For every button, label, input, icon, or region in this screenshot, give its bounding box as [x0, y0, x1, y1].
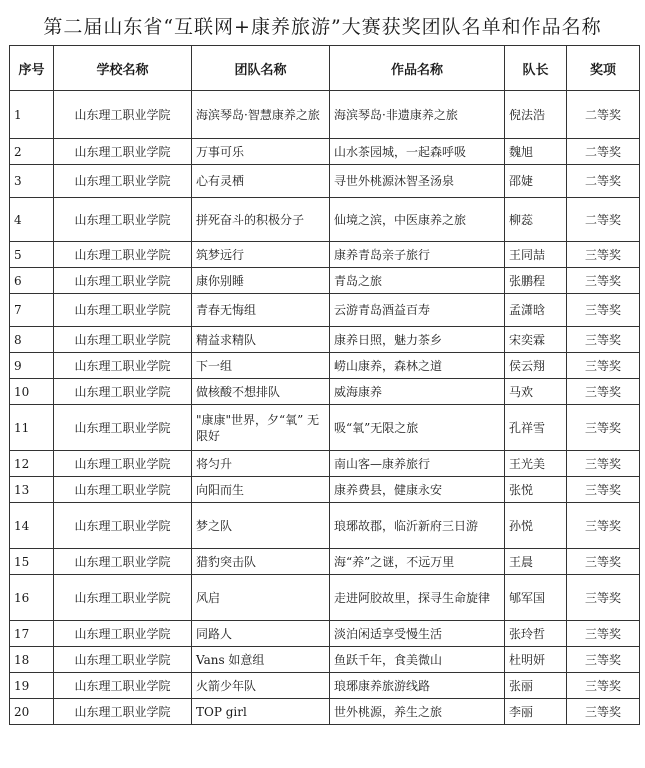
work-name: 吸“氧”无限之旅 — [330, 405, 505, 451]
team-name: 心有灵栖 — [192, 165, 330, 198]
school-name: 山东理工职业学院 — [54, 621, 192, 647]
work-name: 鱼跃千年，食美微山 — [330, 647, 505, 673]
award: 二等奖 — [567, 139, 640, 165]
table-row — [10, 477, 640, 503]
leader-name: 王光美 — [505, 451, 567, 477]
team-name: 猎豹突击队 — [192, 549, 330, 575]
team-name: "康康"世界，夕“氧” 无限好 — [192, 405, 330, 451]
award: 二等奖 — [567, 198, 640, 242]
school-name: 山东理工职业学院 — [54, 242, 192, 268]
table-row — [10, 621, 640, 647]
award: 三等奖 — [567, 268, 640, 294]
work-name: 康养费县，健康永安 — [330, 477, 505, 503]
header-leader: 队长 — [505, 46, 567, 91]
work-name: 山水茶园城，一起森呼吸 — [330, 139, 505, 165]
work-name: 康养日照，魅力茶乡 — [330, 327, 505, 353]
row-number: 15 — [10, 549, 54, 575]
table-row — [10, 379, 640, 405]
award: 三等奖 — [567, 699, 640, 725]
leader-name: 柳蕊 — [505, 198, 567, 242]
leader-name: 张鹏程 — [505, 268, 567, 294]
row-number: 4 — [10, 198, 54, 242]
team-name: TOP girl — [192, 699, 330, 725]
team-name: 青春无悔组 — [192, 294, 330, 327]
award: 三等奖 — [567, 379, 640, 405]
team-name: Vans 如意组 — [192, 647, 330, 673]
row-number: 12 — [10, 451, 54, 477]
school-name: 山东理工职业学院 — [54, 451, 192, 477]
table-row — [10, 647, 640, 673]
school-name: 山东理工职业学院 — [54, 268, 192, 294]
leader-name: 侯云翔 — [505, 353, 567, 379]
row-number: 18 — [10, 647, 54, 673]
row-number: 11 — [10, 405, 54, 451]
table-row — [10, 268, 640, 294]
awards-table — [9, 45, 640, 725]
work-name: 仙境之滨，中医康养之旅 — [330, 198, 505, 242]
work-name: 寻世外桃源沐智圣汤泉 — [330, 165, 505, 198]
header-row — [10, 46, 640, 91]
row-number: 13 — [10, 477, 54, 503]
leader-name: 张悦 — [505, 477, 567, 503]
school-name: 山东理工职业学院 — [54, 353, 192, 379]
table-row — [10, 503, 640, 549]
header-school: 学校名称 — [54, 46, 192, 91]
leader-name: 张玲哲 — [505, 621, 567, 647]
team-name: 万事可乐 — [192, 139, 330, 165]
school-name: 山东理工职业学院 — [54, 294, 192, 327]
table-row — [10, 294, 640, 327]
row-number: 3 — [10, 165, 54, 198]
team-name: 做核酸不想排队 — [192, 379, 330, 405]
team-name: 下一组 — [192, 353, 330, 379]
leader-name: 邵婕 — [505, 165, 567, 198]
table-row — [10, 575, 640, 621]
school-name: 山东理工职业学院 — [54, 549, 192, 575]
team-name: 拼死奋斗的积极分子 — [192, 198, 330, 242]
school-name: 山东理工职业学院 — [54, 647, 192, 673]
work-name: 威海康养 — [330, 379, 505, 405]
team-name: 梦之队 — [192, 503, 330, 549]
school-name: 山东理工职业学院 — [54, 575, 192, 621]
work-name: 琅琊故郡，临沂新府三日游 — [330, 503, 505, 549]
row-number: 17 — [10, 621, 54, 647]
leader-name: 孙悦 — [505, 503, 567, 549]
row-number: 1 — [10, 91, 54, 139]
table-row — [10, 699, 640, 725]
award: 三等奖 — [567, 451, 640, 477]
team-name: 精益求精队 — [192, 327, 330, 353]
school-name: 山东理工职业学院 — [54, 327, 192, 353]
leader-name: 张丽 — [505, 673, 567, 699]
leader-name: 王同喆 — [505, 242, 567, 268]
row-number: 20 — [10, 699, 54, 725]
award: 二等奖 — [567, 165, 640, 198]
work-name: 海“养”之谜，不远万里 — [330, 549, 505, 575]
leader-name: 孟潇晗 — [505, 294, 567, 327]
row-number: 9 — [10, 353, 54, 379]
row-number: 2 — [10, 139, 54, 165]
table-row — [10, 353, 640, 379]
award: 三等奖 — [567, 621, 640, 647]
header-award: 奖项 — [567, 46, 640, 91]
team-name: 火箭少年队 — [192, 673, 330, 699]
header-work: 作品名称 — [330, 46, 505, 91]
award: 二等奖 — [567, 91, 640, 139]
table-row — [10, 673, 640, 699]
work-name: 淡泊闲适享受慢生活 — [330, 621, 505, 647]
leader-name: 王晨 — [505, 549, 567, 575]
table-row — [10, 242, 640, 268]
school-name: 山东理工职业学院 — [54, 91, 192, 139]
team-name: 同路人 — [192, 621, 330, 647]
school-name: 山东理工职业学院 — [54, 198, 192, 242]
table-row — [10, 165, 640, 198]
school-name: 山东理工职业学院 — [54, 699, 192, 725]
row-number: 10 — [10, 379, 54, 405]
leader-name: 宋奕霖 — [505, 327, 567, 353]
row-number: 5 — [10, 242, 54, 268]
work-name: 云游青岛酒益百寿 — [330, 294, 505, 327]
row-number: 8 — [10, 327, 54, 353]
award: 三等奖 — [567, 549, 640, 575]
row-number: 14 — [10, 503, 54, 549]
header-number: 序号 — [10, 46, 54, 91]
award: 三等奖 — [567, 673, 640, 699]
table-row — [10, 327, 640, 353]
team-name: 向阳而生 — [192, 477, 330, 503]
award: 三等奖 — [567, 575, 640, 621]
table-row — [10, 451, 640, 477]
team-name: 筑梦远行 — [192, 242, 330, 268]
page-title: 第二届山东省“互联网+康养旅游”大赛获奖团队名单和作品名称 — [43, 16, 602, 38]
leader-name: 杜明妍 — [505, 647, 567, 673]
school-name: 山东理工职业学院 — [54, 405, 192, 451]
award: 三等奖 — [567, 647, 640, 673]
table-row — [10, 198, 640, 242]
work-name: 海滨琴岛·非遗康养之旅 — [330, 91, 505, 139]
leader-name: 孔祥雪 — [505, 405, 567, 451]
row-number: 6 — [10, 268, 54, 294]
row-number: 7 — [10, 294, 54, 327]
table-row — [10, 405, 640, 451]
school-name: 山东理工职业学院 — [54, 503, 192, 549]
school-name: 山东理工职业学院 — [54, 673, 192, 699]
work-name: 康养青岛亲子旅行 — [330, 242, 505, 268]
leader-name: 马欢 — [505, 379, 567, 405]
header-team: 团队名称 — [192, 46, 330, 91]
work-name: 世外桃源，养生之旅 — [330, 699, 505, 725]
work-name: 走进阿胶故里，探寻生命旋律 — [330, 575, 505, 621]
award: 三等奖 — [567, 294, 640, 327]
table-row — [10, 549, 640, 575]
leader-name: 郇军国 — [505, 575, 567, 621]
school-name: 山东理工职业学院 — [54, 379, 192, 405]
school-name: 山东理工职业学院 — [54, 165, 192, 198]
work-name: 青岛之旅 — [330, 268, 505, 294]
award: 三等奖 — [567, 503, 640, 549]
leader-name: 倪法浩 — [505, 91, 567, 139]
award: 三等奖 — [567, 242, 640, 268]
work-name: 崂山康养，森林之道 — [330, 353, 505, 379]
school-name: 山东理工职业学院 — [54, 139, 192, 165]
team-name: 海滨琴岛·智慧康养之旅 — [192, 91, 330, 139]
award: 三等奖 — [567, 327, 640, 353]
award: 三等奖 — [567, 477, 640, 503]
leader-name: 李丽 — [505, 699, 567, 725]
team-name: 康你别睡 — [192, 268, 330, 294]
school-name: 山东理工职业学院 — [54, 477, 192, 503]
table-row — [10, 91, 640, 139]
team-name: 将匀升 — [192, 451, 330, 477]
award: 三等奖 — [567, 353, 640, 379]
team-name: 风启 — [192, 575, 330, 621]
leader-name: 魏旭 — [505, 139, 567, 165]
work-name: 南山客—康养旅行 — [330, 451, 505, 477]
award: 三等奖 — [567, 405, 640, 451]
work-name: 琅琊康养旅游线路 — [330, 673, 505, 699]
row-number: 19 — [10, 673, 54, 699]
row-number: 16 — [10, 575, 54, 621]
table-row — [10, 139, 640, 165]
